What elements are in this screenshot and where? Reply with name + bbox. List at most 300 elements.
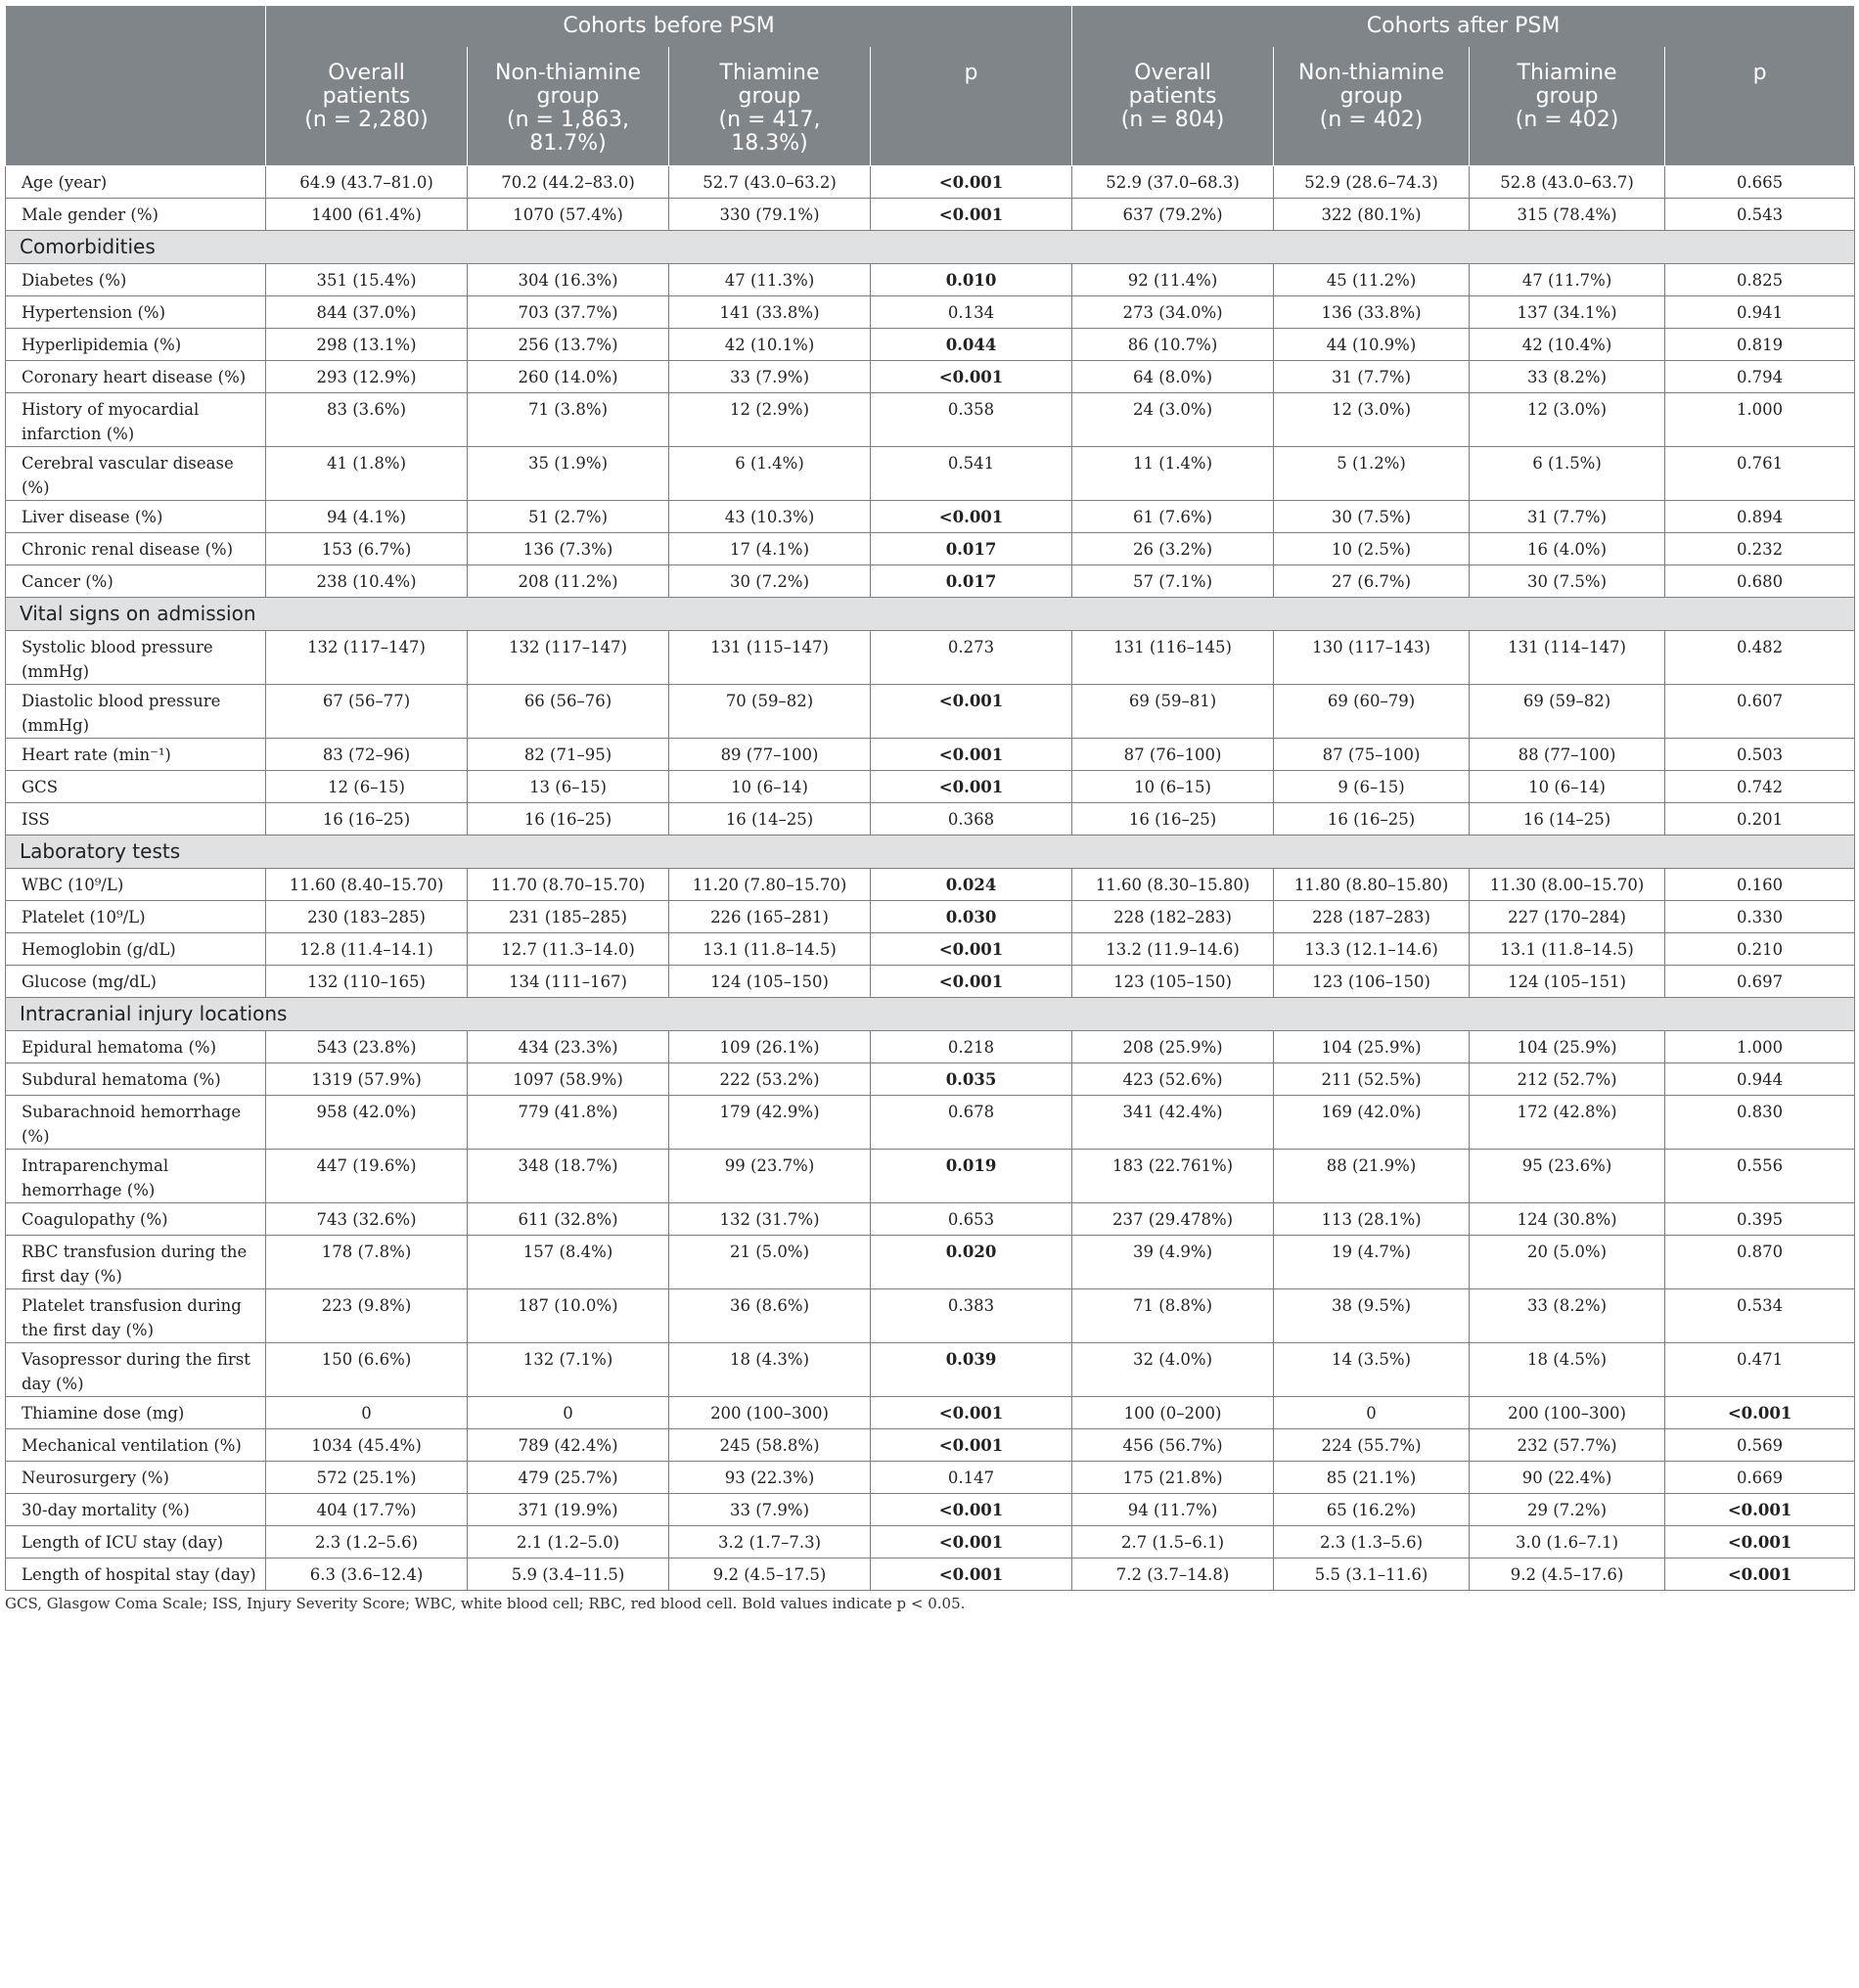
value-cell: 113 (28.1%) (1274, 1202, 1470, 1235)
table-row (6, 360, 1855, 392)
value-cell: 82 (71–95) (468, 738, 669, 770)
value-cell: 12 (6–15) (266, 770, 468, 802)
value-cell: 65 (16.2%) (1274, 1493, 1470, 1525)
row-label: WBC (10⁹/L) (6, 868, 266, 900)
p-value-cell: 1.000 (1665, 1030, 1855, 1062)
value-cell: 64 (8.0%) (1072, 360, 1274, 392)
p-value-cell: 0.894 (1665, 500, 1855, 532)
value-cell: 83 (3.6%) (266, 392, 468, 446)
value-cell: 298 (13.1%) (266, 328, 468, 360)
value-cell: 30 (7.2%) (669, 565, 871, 597)
row-label: Hemoglobin (g/dL) (6, 932, 266, 965)
group-header-before: Cohorts before PSM (266, 6, 1072, 48)
table-row (6, 932, 1855, 965)
value-cell: 228 (182–283) (1072, 900, 1274, 932)
row-label: Liver disease (%) (6, 500, 266, 532)
value-cell: 69 (59–82) (1470, 684, 1665, 738)
value-cell: 348 (18.7%) (468, 1149, 669, 1202)
value-cell: 330 (79.1%) (669, 198, 871, 230)
value-cell: 172 (42.8%) (1470, 1095, 1665, 1149)
column-header (1470, 47, 1665, 165)
p-value-cell: 1.000 (1665, 392, 1855, 446)
value-cell: 6.3 (3.6–12.4) (266, 1558, 468, 1590)
row-label: Chronic renal disease (%) (6, 532, 266, 565)
table-row (6, 1030, 1855, 1062)
value-cell: 183 (22.761%) (1072, 1149, 1274, 1202)
value-cell: 26 (3.2%) (1072, 532, 1274, 565)
column-header (1665, 47, 1855, 165)
value-cell: 52.9 (28.6–74.3) (1274, 165, 1470, 198)
value-cell: 39 (4.9%) (1072, 1235, 1274, 1288)
p-value-cell: <0.001 (871, 1428, 1072, 1461)
value-cell: 844 (37.0%) (266, 295, 468, 328)
row-label: Coronary heart disease (%) (6, 360, 266, 392)
value-cell: 572 (25.1%) (266, 1461, 468, 1493)
value-cell: 85 (21.1%) (1274, 1461, 1470, 1493)
value-cell: 52.8 (43.0–63.7) (1470, 165, 1665, 198)
p-value-cell: 0.556 (1665, 1149, 1855, 1202)
value-cell: 423 (52.6%) (1072, 1062, 1274, 1095)
p-value-cell: 0.482 (1665, 630, 1855, 684)
table-row (6, 198, 1855, 230)
value-cell: 371 (19.9%) (468, 1493, 669, 1525)
row-label: Length of hospital stay (day) (6, 1558, 266, 1590)
value-cell: 211 (52.5%) (1274, 1062, 1470, 1095)
value-cell: 87 (76–100) (1072, 738, 1274, 770)
row-label: Vasopressor during the first day (%) (6, 1342, 266, 1396)
value-cell: 9.2 (4.5–17.6) (1470, 1558, 1665, 1590)
value-cell: 404 (17.7%) (266, 1493, 468, 1525)
row-label: Epidural hematoma (%) (6, 1030, 266, 1062)
value-cell: 5.5 (3.1–11.6) (1274, 1558, 1470, 1590)
row-label: Neurosurgery (%) (6, 1461, 266, 1493)
p-value-cell: 0.019 (871, 1149, 1072, 1202)
p-value-cell: 0.020 (871, 1235, 1072, 1288)
column-header-line2: patients (322, 84, 411, 109)
column-header (468, 47, 669, 165)
value-cell: 131 (115–147) (669, 630, 871, 684)
value-cell: 222 (53.2%) (669, 1062, 871, 1095)
value-cell: 16 (16–25) (266, 802, 468, 835)
p-value-cell: 0.819 (1665, 328, 1855, 360)
column-header-line3: (n = 2,280) (304, 108, 429, 132)
p-value-cell: <0.001 (1665, 1493, 1855, 1525)
table-row (6, 770, 1855, 802)
value-cell: 69 (59–81) (1072, 684, 1274, 738)
table-row (6, 1428, 1855, 1461)
value-cell: 208 (11.2%) (468, 565, 669, 597)
section-row (6, 230, 1855, 263)
value-cell: 10 (2.5%) (1274, 532, 1470, 565)
table-row (6, 630, 1855, 684)
value-cell: 1034 (45.4%) (266, 1428, 468, 1461)
value-cell: 227 (170–284) (1470, 900, 1665, 932)
value-cell: 123 (105–150) (1072, 965, 1274, 997)
value-cell: 132 (7.1%) (468, 1342, 669, 1396)
value-cell: 13.1 (11.8–14.5) (1470, 932, 1665, 965)
section-title: Comorbidities (6, 230, 1855, 263)
value-cell: 104 (25.9%) (1470, 1030, 1665, 1062)
value-cell: 224 (55.7%) (1274, 1428, 1470, 1461)
value-cell: 16 (14–25) (1470, 802, 1665, 835)
value-cell: 93 (22.3%) (669, 1461, 871, 1493)
value-cell: 3.0 (1.6–7.1) (1470, 1525, 1665, 1558)
p-value-cell: 0.039 (871, 1342, 1072, 1396)
p-value-cell: 0.010 (871, 263, 1072, 295)
value-cell: 52.9 (37.0–68.3) (1072, 165, 1274, 198)
value-cell: 42 (10.4%) (1470, 328, 1665, 360)
value-cell: 11.70 (8.70–15.70) (468, 868, 669, 900)
value-cell: 124 (105–150) (669, 965, 871, 997)
value-cell: 94 (4.1%) (266, 500, 468, 532)
value-cell: 83 (72–96) (266, 738, 468, 770)
value-cell: 223 (9.8%) (266, 1288, 468, 1342)
row-label: Mechanical ventilation (%) (6, 1428, 266, 1461)
value-cell: 200 (100–300) (1470, 1396, 1665, 1428)
p-value-cell: 0.035 (871, 1062, 1072, 1095)
row-label: History of myocardial infarction (%) (6, 392, 266, 446)
value-cell: 315 (78.4%) (1470, 198, 1665, 230)
value-cell: 2.3 (1.3–5.6) (1274, 1525, 1470, 1558)
column-header (266, 47, 468, 165)
value-cell: 16 (16–25) (1274, 802, 1470, 835)
column-header-line2: patients (1128, 84, 1217, 109)
value-cell: 131 (116–145) (1072, 630, 1274, 684)
p-value-cell: 0.024 (871, 868, 1072, 900)
table-row (6, 1342, 1855, 1396)
value-cell: 136 (7.3%) (468, 532, 669, 565)
value-cell: 18 (4.3%) (669, 1342, 871, 1396)
column-header-line1: Non-thiamine (1298, 61, 1445, 85)
value-cell: 187 (10.0%) (468, 1288, 669, 1342)
column-header-line1: p (964, 61, 978, 85)
table-row (6, 1149, 1855, 1202)
row-label: Diabetes (%) (6, 263, 266, 295)
row-label: Intraparenchymal hemorrhage (%) (6, 1149, 266, 1202)
section-row (6, 997, 1855, 1030)
value-cell: 0 (1274, 1396, 1470, 1428)
value-cell: 958 (42.0%) (266, 1095, 468, 1149)
value-cell: 230 (183–285) (266, 900, 468, 932)
p-value-cell: 0.678 (871, 1095, 1072, 1149)
value-cell: 47 (11.7%) (1470, 263, 1665, 295)
value-cell: 169 (42.0%) (1274, 1095, 1470, 1149)
column-header-line2: group (738, 84, 801, 109)
p-value-cell: 0.358 (871, 392, 1072, 446)
row-label: Coagulopathy (%) (6, 1202, 266, 1235)
value-cell: 104 (25.9%) (1274, 1030, 1470, 1062)
column-header (1274, 47, 1470, 165)
value-cell: 36 (8.6%) (669, 1288, 871, 1342)
value-cell: 245 (58.8%) (669, 1428, 871, 1461)
value-cell: 33 (8.2%) (1470, 360, 1665, 392)
column-header-line2: group (1535, 84, 1599, 109)
row-label: Heart rate (min⁻¹) (6, 738, 266, 770)
row-label: Cerebral vascular disease (%) (6, 446, 266, 500)
value-cell: 67 (56–77) (266, 684, 468, 738)
value-cell: 456 (56.7%) (1072, 1428, 1274, 1461)
value-cell: 130 (117–143) (1274, 630, 1470, 684)
column-header-line3: (n = 804) (1120, 108, 1225, 132)
value-cell: 47 (11.3%) (669, 263, 871, 295)
row-label: GCS (6, 770, 266, 802)
value-cell: 7.2 (3.7–14.8) (1072, 1558, 1274, 1590)
p-value-cell: 0.017 (871, 565, 1072, 597)
value-cell: 0 (468, 1396, 669, 1428)
table-row (6, 684, 1855, 738)
value-cell: 21 (5.0%) (669, 1235, 871, 1288)
value-cell: 141 (33.8%) (669, 295, 871, 328)
column-header-line1: Non-thiamine (495, 61, 641, 85)
value-cell: 18 (4.5%) (1470, 1342, 1665, 1396)
p-value-cell: 0.368 (871, 802, 1072, 835)
row-label: Systolic blood pressure (mmHg) (6, 630, 266, 684)
p-value-cell: 0.383 (871, 1288, 1072, 1342)
value-cell: 52.7 (43.0–63.2) (669, 165, 871, 198)
section-row (6, 597, 1855, 630)
value-cell: 11.80 (8.80–15.80) (1274, 868, 1470, 900)
value-cell: 32 (4.0%) (1072, 1342, 1274, 1396)
value-cell: 30 (7.5%) (1470, 565, 1665, 597)
value-cell: 86 (10.7%) (1072, 328, 1274, 360)
table-row (6, 1095, 1855, 1149)
value-cell: 2.3 (1.2–5.6) (266, 1525, 468, 1558)
value-cell: 341 (42.4%) (1072, 1095, 1274, 1149)
p-value-cell: <0.001 (1665, 1396, 1855, 1428)
value-cell: 51 (2.7%) (468, 500, 669, 532)
value-cell: 29 (7.2%) (1470, 1493, 1665, 1525)
value-cell: 13.3 (12.1–14.6) (1274, 932, 1470, 965)
value-cell: 479 (25.7%) (468, 1461, 669, 1493)
table-row (6, 565, 1855, 597)
p-value-cell: <0.001 (1665, 1525, 1855, 1558)
row-label: Thiamine dose (mg) (6, 1396, 266, 1428)
p-value-cell: <0.001 (871, 1493, 1072, 1525)
row-label: Subarachnoid hemorrhage (%) (6, 1095, 266, 1149)
value-cell: 94 (11.7%) (1072, 1493, 1274, 1525)
p-value-cell: 0.653 (871, 1202, 1072, 1235)
value-cell: 543 (23.8%) (266, 1030, 468, 1062)
table-row (6, 263, 1855, 295)
p-value-cell: 0.825 (1665, 263, 1855, 295)
value-cell: 41 (1.8%) (266, 446, 468, 500)
value-cell: 178 (7.8%) (266, 1235, 468, 1288)
p-value-cell: 0.944 (1665, 1062, 1855, 1095)
value-cell: 132 (117–147) (266, 630, 468, 684)
p-value-cell: 0.471 (1665, 1342, 1855, 1396)
table-row (6, 1396, 1855, 1428)
value-cell: 237 (29.478%) (1072, 1202, 1274, 1235)
column-header-line1: Overall (1134, 61, 1211, 85)
column-header (669, 47, 871, 165)
value-cell: 109 (26.1%) (669, 1030, 871, 1062)
p-value-cell: 0.541 (871, 446, 1072, 500)
header-corner-sub (6, 47, 266, 165)
table-row (6, 532, 1855, 565)
value-cell: 95 (23.6%) (1470, 1149, 1665, 1202)
value-cell: 611 (32.8%) (468, 1202, 669, 1235)
value-cell: 90 (22.4%) (1470, 1461, 1665, 1493)
value-cell: 20 (5.0%) (1470, 1235, 1665, 1288)
p-value-cell: 0.534 (1665, 1288, 1855, 1342)
value-cell: 13 (6–15) (468, 770, 669, 802)
p-value-cell: 0.134 (871, 295, 1072, 328)
value-cell: 637 (79.2%) (1072, 198, 1274, 230)
p-value-cell: 0.569 (1665, 1428, 1855, 1461)
table-row (6, 1525, 1855, 1558)
column-header-line2: group (1339, 84, 1403, 109)
column-header-line1: p (1752, 61, 1767, 85)
value-cell: 256 (13.7%) (468, 328, 669, 360)
column-header-line4: 81.7%) (529, 131, 607, 156)
value-cell: 123 (106–150) (1274, 965, 1470, 997)
value-cell: 31 (7.7%) (1470, 500, 1665, 532)
value-cell: 17 (4.1%) (669, 532, 871, 565)
value-cell: 179 (42.9%) (669, 1095, 871, 1149)
p-value-cell: 0.870 (1665, 1235, 1855, 1288)
column-header-line3: (n = 1,863, (507, 108, 629, 132)
value-cell: 1097 (58.9%) (468, 1062, 669, 1095)
table-footnote: GCS, Glasgow Coma Scale; ISS, Injury Severity Score; WBC, white blood cell; RBC, red blood cell. Bold values indicate p < 0.05. (5, 1594, 966, 1612)
p-value-cell: 0.543 (1665, 198, 1855, 230)
p-value-cell: 0.794 (1665, 360, 1855, 392)
value-cell: 6 (1.4%) (669, 446, 871, 500)
value-cell: 42 (10.1%) (669, 328, 871, 360)
table-row (6, 900, 1855, 932)
p-value-cell: 0.160 (1665, 868, 1855, 900)
value-cell: 131 (114–147) (1470, 630, 1665, 684)
value-cell: 10 (6–14) (669, 770, 871, 802)
value-cell: 132 (117–147) (468, 630, 669, 684)
value-cell: 12 (2.9%) (669, 392, 871, 446)
p-value-cell: 0.330 (1665, 900, 1855, 932)
value-cell: 153 (6.7%) (266, 532, 468, 565)
section-row (6, 835, 1855, 868)
value-cell: 9.2 (4.5–17.5) (669, 1558, 871, 1590)
section-title: Laboratory tests (6, 835, 1855, 868)
value-cell: 273 (34.0%) (1072, 295, 1274, 328)
row-label: Platelet (10⁹/L) (6, 900, 266, 932)
cohort-table (5, 5, 1855, 1591)
value-cell: 1400 (61.4%) (266, 198, 468, 230)
row-label: Length of ICU stay (day) (6, 1525, 266, 1558)
table-row (6, 295, 1855, 328)
p-value-cell: <0.001 (871, 684, 1072, 738)
value-cell: 88 (21.9%) (1274, 1149, 1470, 1202)
row-label: Subdural hematoma (%) (6, 1062, 266, 1095)
value-cell: 16 (4.0%) (1470, 532, 1665, 565)
value-cell: 61 (7.6%) (1072, 500, 1274, 532)
column-header-line4: 18.3%) (731, 131, 808, 156)
value-cell: 16 (16–25) (1072, 802, 1274, 835)
value-cell: 200 (100–300) (669, 1396, 871, 1428)
value-cell: 208 (25.9%) (1072, 1030, 1274, 1062)
p-value-cell: 0.941 (1665, 295, 1855, 328)
row-label: Male gender (%) (6, 198, 266, 230)
column-header-line3: (n = 402) (1319, 108, 1424, 132)
p-value-cell: 0.147 (871, 1461, 1072, 1493)
row-label: Platelet transfusion during the first day (%) (6, 1288, 266, 1342)
value-cell: 304 (16.3%) (468, 263, 669, 295)
table-row (6, 738, 1855, 770)
value-cell: 238 (10.4%) (266, 565, 468, 597)
table-row (6, 1235, 1855, 1288)
value-cell: 27 (6.7%) (1274, 565, 1470, 597)
value-cell: 434 (23.3%) (468, 1030, 669, 1062)
p-value-cell: 0.232 (1665, 532, 1855, 565)
value-cell: 3.2 (1.7–7.3) (669, 1525, 871, 1558)
value-cell: 293 (12.9%) (266, 360, 468, 392)
value-cell: 89 (77–100) (669, 738, 871, 770)
row-label: Cancer (%) (6, 565, 266, 597)
value-cell: 11.60 (8.40–15.70) (266, 868, 468, 900)
value-cell: 57 (7.1%) (1072, 565, 1274, 597)
column-header-line3: (n = 417, (718, 108, 821, 132)
value-cell: 0 (266, 1396, 468, 1428)
value-cell: 92 (11.4%) (1072, 263, 1274, 295)
p-value-cell: 0.503 (1665, 738, 1855, 770)
value-cell: 16 (14–25) (669, 802, 871, 835)
value-cell: 16 (16–25) (468, 802, 669, 835)
value-cell: 35 (1.9%) (468, 446, 669, 500)
value-cell: 779 (41.8%) (468, 1095, 669, 1149)
value-cell: 11 (1.4%) (1072, 446, 1274, 500)
value-cell: 71 (8.8%) (1072, 1288, 1274, 1342)
column-header-line3: (n = 402) (1515, 108, 1619, 132)
table-row (6, 1461, 1855, 1493)
value-cell: 44 (10.9%) (1274, 328, 1470, 360)
value-cell: 11.30 (8.00–15.70) (1470, 868, 1665, 900)
group-header-after: Cohorts after PSM (1072, 6, 1855, 48)
p-value-cell: 0.830 (1665, 1095, 1855, 1149)
value-cell: 12 (3.0%) (1470, 392, 1665, 446)
value-cell: 5 (1.2%) (1274, 446, 1470, 500)
value-cell: 9 (6–15) (1274, 770, 1470, 802)
row-label: Age (year) (6, 165, 266, 198)
value-cell: 157 (8.4%) (468, 1235, 669, 1288)
table-row (6, 392, 1855, 446)
p-value-cell: <0.001 (871, 770, 1072, 802)
value-cell: 2.1 (1.2–5.0) (468, 1525, 669, 1558)
value-cell: 12.8 (11.4–14.1) (266, 932, 468, 965)
table-row (6, 868, 1855, 900)
table-row (6, 1202, 1855, 1235)
row-label: RBC transfusion during the first day (%) (6, 1235, 266, 1288)
value-cell: 703 (37.7%) (468, 295, 669, 328)
column-header-line1: Thiamine (1517, 61, 1617, 85)
p-value-cell: 0.697 (1665, 965, 1855, 997)
column-header-line1: Overall (328, 61, 405, 85)
row-label: ISS (6, 802, 266, 835)
table-row (6, 1493, 1855, 1525)
p-value-cell: 0.044 (871, 328, 1072, 360)
p-value-cell: 0.017 (871, 532, 1072, 565)
value-cell: 212 (52.7%) (1470, 1062, 1665, 1095)
value-cell: 12.7 (11.3–14.0) (468, 932, 669, 965)
value-cell: 14 (3.5%) (1274, 1342, 1470, 1396)
value-cell: 231 (185–285) (468, 900, 669, 932)
value-cell: 134 (111–167) (468, 965, 669, 997)
value-cell: 13.1 (11.8–14.5) (669, 932, 871, 965)
value-cell: 64.9 (43.7–81.0) (266, 165, 468, 198)
p-value-cell: 0.218 (871, 1030, 1072, 1062)
value-cell: 10 (6–15) (1072, 770, 1274, 802)
row-label: Diastolic blood pressure (mmHg) (6, 684, 266, 738)
row-label: Hyperlipidemia (%) (6, 328, 266, 360)
value-cell: 260 (14.0%) (468, 360, 669, 392)
row-label: Hypertension (%) (6, 295, 266, 328)
p-value-cell: <0.001 (871, 1396, 1072, 1428)
